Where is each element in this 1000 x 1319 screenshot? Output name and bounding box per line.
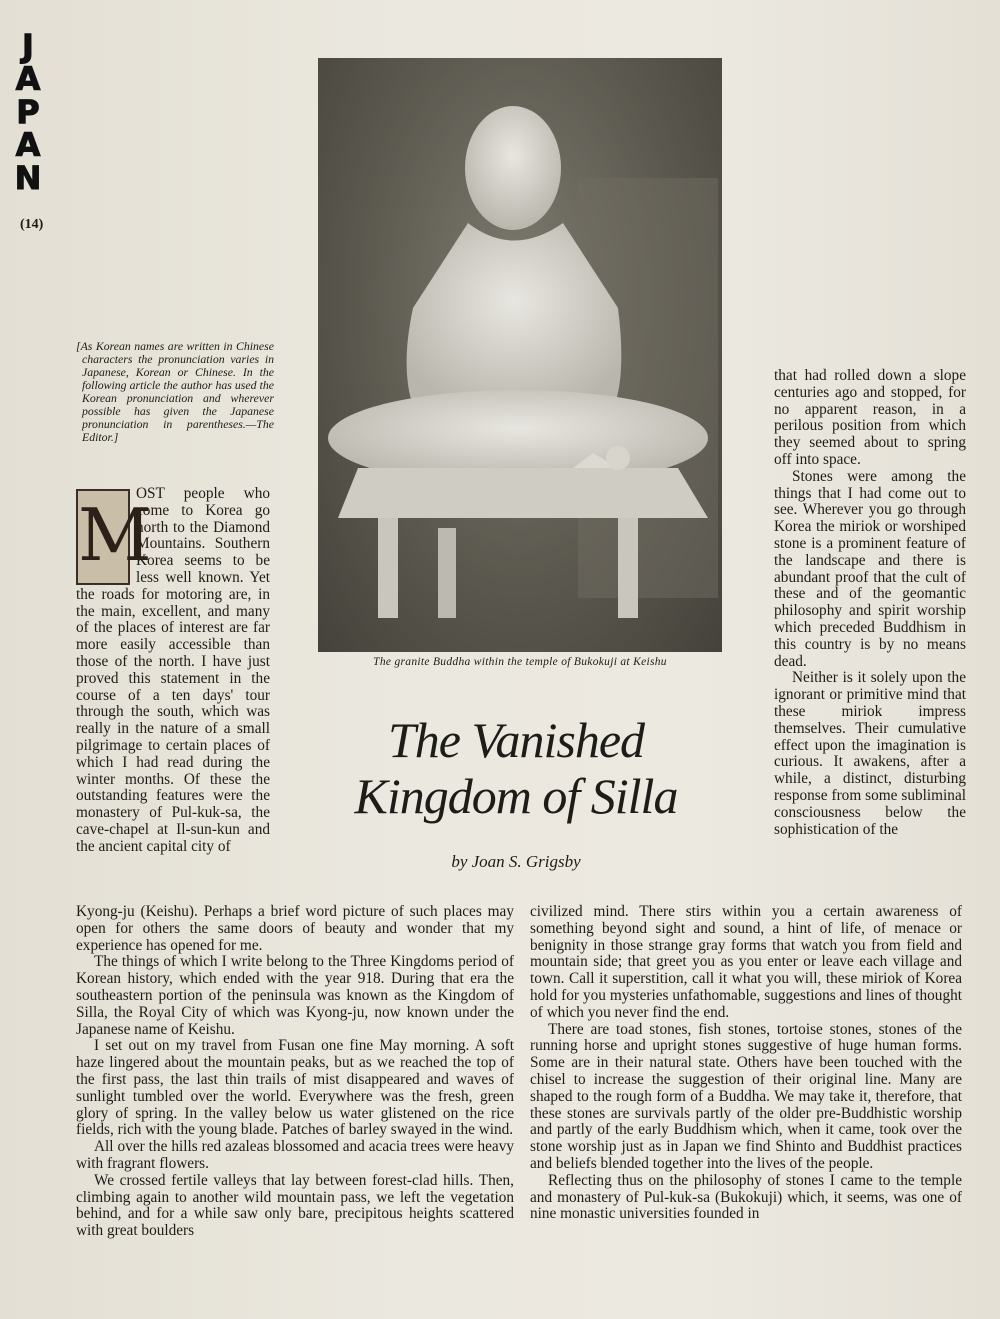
drop-cap-letter: M <box>78 493 152 577</box>
byline: by Joan S. Grigsby <box>451 852 581 871</box>
editor-note: [As Korean names are written in Chinese characters the pronunciation varies in Japanese, Korean or Chinese. In the following article the author has used the Korean pronunciation and wherever possible has given the Japanese pronunciation in parentheses.—The Editor.] <box>76 339 274 444</box>
paragraph: civilized mind. There stirs within you a certain awareness of something beyond sight and sound, a hint of life, of menace or benignity in those strange gray forms that watch you from field and mountain side; that greet you as you enter or leave each village and town. Call it superstition, call it what you will, these miriok of Korea hold for you mysteries unfathomable, suggestions and lines of thought of which you never find the end. <box>530 903 962 1021</box>
paragraph: OST people who come to Korea go north to the Diamond Mountains. Southern Korea seems to be less well known. Yet the roads for motoring are, in the main, excellent, and many of the places of interest are far more easily accessible than those of the north. I have just proved this statement in the course of a ten days' tour through the south, which was really in the nature of a small pilgrimage to certain places of which I had read during the winter months. Of these the outstanding features were the monastery of Pul-kuk-sa, the cave-chapel at Il-sun-kun and the ancient capital city of <box>76 485 270 855</box>
paragraph: Kyong-ju (Keishu). Perhaps a brief word picture of such places may open for others the same doors of beauty and wonder that my experience has opened for me. <box>76 903 514 954</box>
masthead <box>8 27 48 197</box>
paragraph: Neither is it solely upon the ignorant or primitive mind that these miriok impress themselves. Their cumulative effect upon the imagination is curious. It awakens, after a while, a distinct, disturbing response from some subliminal consciousness below the sophistication of the <box>774 669 966 838</box>
photo-caption: The granite Buddha within the temple of Bukokuji at Keishu <box>373 656 667 668</box>
paragraph: The things of which I write belong to the Three Kingdoms period of Korean history, which ended with the year 918. During that era the southeastern portion of the peninsula was known as the Kingdom of Silla, the Royal City of which was Kyong-ju, now known under the Japanese name of Keishu. <box>76 953 514 1038</box>
paragraph: that had rolled down a slope centuries ago and stopped, for no apparent reason, in a perilous position from which they seemed about to spring off into space. <box>774 367 966 468</box>
paragraph: Reflecting thus on the philosophy of stones I came to the temple and monastery of Pul-kuk-sa (Bukokuji) which, it seems, was one of nine monastic universities founded in <box>530 1171 962 1223</box>
right-column <box>774 368 966 838</box>
title-line-1: The Vanished <box>387 712 645 768</box>
masthead-letter: A <box>15 126 41 164</box>
paragraph: I set out on my travel from Fusan one fine May morning. A soft haze lingered about the mountain peaks, but as we reached the top of the first pass, the last thin trails of mist disappeared and waves of sunlight tumbled over the world. Everywhere was the fresh, green glory of spring. In the valley below us water glistened on the rice fields, rich with the young blade. Patches of barley swayed in the wind. <box>76 1037 514 1139</box>
masthead-letter: A <box>15 60 41 98</box>
masthead-letter: N <box>14 159 42 197</box>
paragraph: There are toad stones, fish stones, tortoise stones, stones of the running horse and upright stones suggestive of huge human forms. Some are in their natural state. Others have been touched with the chisel to increase the suggestion of their original line. Many are shaped to the rough form of a Buddha. We may take it, therefore, that these stones are survivals partly of the older pre-Buddhistic worship and partly of the early Buddhism which, when it came, took over the stone worship just as in Japan we find Shinto and Buddhist practices and beliefs blended together into the lives of the people. <box>530 1020 962 1172</box>
bottom-left-column <box>76 904 514 1240</box>
masthead-letter: J <box>22 27 34 65</box>
paragraph: Stones were among the things that I had come out to see. Wherever you go through Korea the miriok or worshiped stone is a prominent feature of the landscape and there is abundant proof that the cult of these and of the geomantic philosophy and spirit worship which preceded Buddhism in this country is by no means dead. <box>774 467 966 670</box>
page-number: (14) <box>20 217 44 232</box>
left-column <box>76 486 270 856</box>
buddha-illustration <box>318 58 722 652</box>
ornamental-drop-cap <box>76 489 152 585</box>
bottom-right-column <box>530 904 962 1223</box>
paragraph: All over the hills red azaleas blossomed and acacia trees were heavy with fragrant flowers. <box>76 1138 514 1172</box>
article-title <box>326 712 706 824</box>
paragraph: We crossed fertile valleys that lay between forest-clad hills. Then, climbing again to another wild mountain pass, we left the vegetation behind, and for a while saw only bare, precipitous heights scattered with great boulders <box>76 1171 514 1240</box>
masthead-letter: P <box>16 93 40 131</box>
buddha-photo <box>318 58 722 652</box>
title-line-2: Kingdom of Silla <box>354 768 678 824</box>
